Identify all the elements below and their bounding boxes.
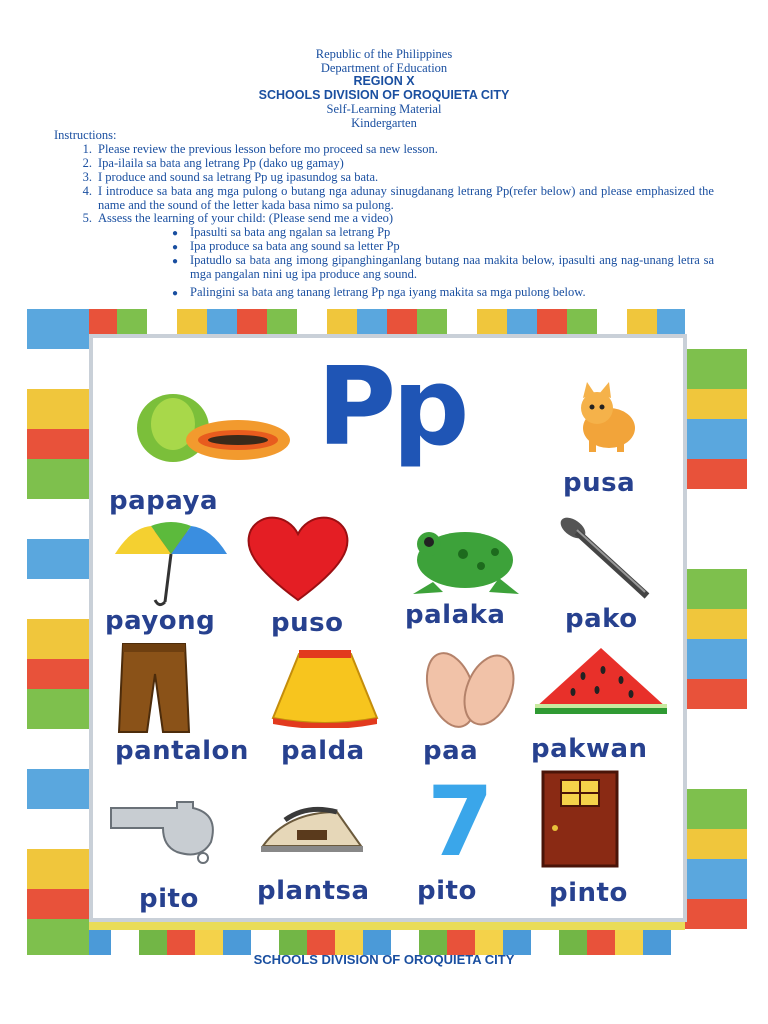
nail-icon (555, 514, 655, 604)
word-pito-number: pito (417, 876, 477, 906)
instruction-text: I produce and sound sa letrang Pp ug ipasundog sa bata. (98, 170, 379, 184)
whistle-icon (107, 794, 223, 864)
word-pako: pako (565, 604, 638, 634)
assessment-bullet: Ipa produce sa bata ang sound sa letter Pp (190, 239, 400, 253)
word-payong: payong (105, 606, 216, 636)
footer-division: SCHOOLS DIVISION OF OROQUIETA CITY (253, 952, 515, 967)
heart-icon (243, 512, 353, 602)
material-line: Self-Learning Material (326, 102, 442, 116)
big-letter-p: Pp (317, 345, 466, 470)
bullet-icon: ● (172, 242, 179, 253)
skirt-icon (269, 648, 381, 728)
republic-line: Republic of the Philippines (315, 47, 453, 61)
watermelon-icon (533, 646, 669, 716)
cat-icon (567, 376, 647, 456)
poster-board (89, 334, 687, 922)
assessment-bullet: Palingini sa bata ang tanang letrang Pp nga iyang makita sa mga pulong below. (190, 285, 586, 299)
instruction-number: 3. (82, 170, 92, 184)
instruction-number: 4. (82, 184, 92, 198)
instruction-number: 2. (82, 156, 92, 170)
word-pakwan: pakwan (531, 734, 648, 764)
instruction-number: 5. (82, 211, 92, 225)
border-left (27, 309, 89, 955)
word-plantsa: plantsa (257, 876, 370, 906)
bullet-icon: ● (172, 256, 179, 267)
word-palaka: palaka (405, 600, 506, 630)
word-papaya: papaya (109, 486, 219, 516)
letter-p-poster (27, 309, 747, 955)
door-icon (539, 770, 621, 870)
feet-icon (419, 638, 519, 734)
bullet-icon: ● (172, 228, 179, 239)
papaya-icon (133, 378, 293, 468)
border-top (27, 309, 747, 334)
instruction-number: 1. (82, 142, 92, 156)
word-palda: palda (281, 736, 365, 766)
border-right (685, 309, 747, 955)
instruction-text: Ipa-ilaila sa bata ang letrang Pp (dako ug gamay) (98, 156, 344, 170)
iron-icon (257, 800, 365, 860)
word-paa: paa (423, 736, 479, 766)
department-line: Department of Education (320, 61, 448, 75)
level-line: Kindergarten (351, 116, 417, 130)
instruction-text: Assess the learning of your child: (Please send me a video) (98, 211, 394, 225)
instructions-title: Instructions: (54, 128, 117, 142)
umbrella-icon (111, 518, 231, 608)
word-pantalon: pantalon (115, 736, 249, 766)
number-seven-icon: 7 (427, 766, 494, 878)
word-pusa: pusa (563, 468, 636, 498)
region-line: REGION X (353, 74, 415, 88)
word-pito: pito (139, 884, 199, 914)
bullet-icon: ● (172, 288, 179, 299)
division-line: SCHOOLS DIVISION OF OROQUIETA CITY (258, 88, 510, 102)
assessment-bullet: Ipatudlo sa bata ang imong gipanghinganlang butang naa makita below, ipasulti ang nag-unang letra sa mga pangalan nini ug ipa produce ang sound. (190, 253, 714, 281)
instruction-text: Please review the previous lesson before mo proceed sa new lesson. (98, 142, 438, 156)
frog-icon (403, 508, 523, 598)
word-pinto: pinto (549, 878, 628, 908)
assessment-bullet: Ipasulti sa bata ang ngalan sa letrang Pp (190, 225, 391, 239)
instruction-text: I introduce sa bata ang mga pulong o butang nga adunay sinugdanang letrang Pp(refer below) and please emphasized the name and the sound of the letter kada basa nimo sa pulong. (98, 184, 714, 212)
pants-icon (117, 640, 191, 736)
word-puso: puso (271, 608, 344, 638)
